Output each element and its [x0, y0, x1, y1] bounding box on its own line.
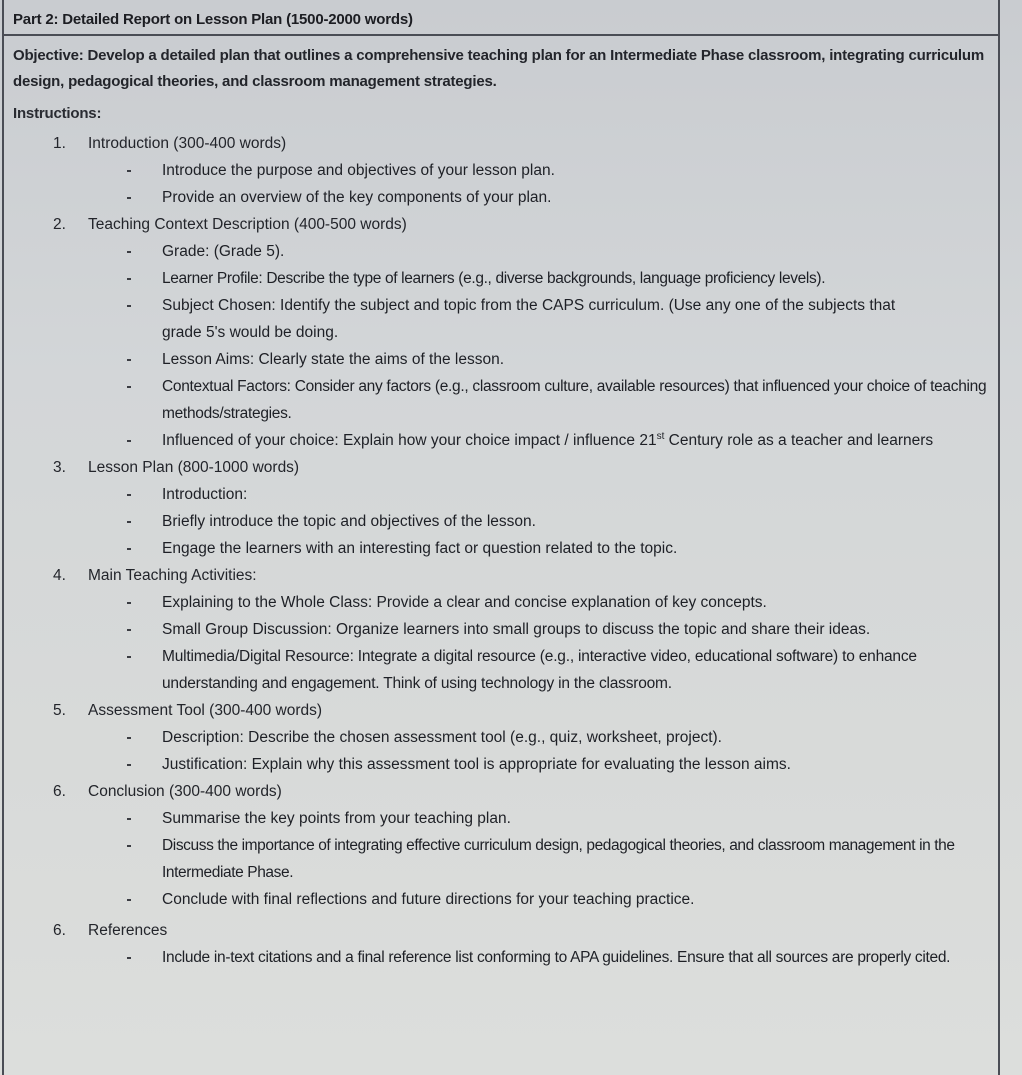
title-row — [4, 0, 998, 36]
section-teaching-context — [4, 211, 998, 454]
list-item-21st-century — [4, 427, 998, 454]
list-item — [4, 535, 998, 562]
item-text: Summarise the key points from your teaching plan. — [162, 810, 511, 827]
section-number: 5. — [53, 701, 66, 719]
section-title: Introduction (300-400 words) — [88, 134, 287, 152]
section-number: 4. — [53, 566, 66, 584]
section-heading — [4, 917, 998, 944]
superscript-st: st — [656, 430, 665, 442]
list-item — [4, 157, 998, 184]
item-text: Introduction: — [162, 486, 248, 503]
item-text: Briefly introduce the topic and objectives of the lesson. — [162, 513, 536, 530]
list-item — [4, 292, 998, 346]
section-heading — [4, 211, 998, 238]
list-item — [4, 944, 998, 971]
section-number: 3. — [53, 458, 66, 476]
section-items — [4, 238, 998, 454]
section-title: Teaching Context Description (400-500 words) — [88, 215, 407, 233]
section-title: Main Teaching Activities: — [88, 566, 257, 584]
section-title: Lesson Plan (800-1000 words) — [88, 458, 300, 476]
section-heading — [4, 130, 998, 157]
section-items — [4, 157, 998, 211]
section-introduction — [4, 130, 998, 211]
item-text: Grade: (Grade 5). — [162, 243, 285, 260]
section-heading — [4, 562, 998, 589]
section-main-teaching-activities — [4, 562, 998, 697]
item-text: Conclude with final reflections and future directions for your teaching practice. — [162, 891, 695, 908]
section-assessment-tool — [4, 697, 998, 778]
section-number: 1. — [53, 134, 66, 152]
item-text: Contextual Factors: Consider any factors (e.g., classroom culture, available resources) that influenced your choice of teaching methods/strategies. — [162, 378, 987, 422]
item-text: Small Group Discussion: Organize learners into small groups to discuss the topic and share their ideas. — [162, 621, 871, 638]
list-item — [4, 184, 998, 211]
item-text: Include in-text citations and a final reference list conforming to APA guidelines. Ensure that all sources are properly cited. — [162, 949, 951, 966]
dash-bullet-icon — [4, 616, 162, 643]
list-item — [4, 832, 998, 886]
item-text: Justification: Explain why this assessment tool is appropriate for evaluating the lesson aims. — [162, 756, 791, 773]
dash-bullet-icon — [4, 265, 162, 292]
dash-bullet-icon — [4, 751, 162, 778]
section-items — [4, 944, 998, 971]
dash-bullet-icon — [4, 724, 162, 751]
list-item — [4, 481, 998, 508]
dash-bullet-icon — [4, 184, 162, 211]
section-heading — [4, 454, 998, 481]
dash-bullet-icon — [4, 346, 162, 373]
dash-bullet-icon — [4, 832, 162, 886]
page-title: Part 2: Detailed Report on Lesson Plan (1500-2000 words) — [13, 10, 413, 28]
item-text-part: Influenced of your choice: Explain how your choice impact / influence 21 — [162, 432, 657, 449]
item-text: Subject Chosen: Identify the subject and topic from the CAPS curriculum. (Use any one of the subjects that grade 5's would be doing. — [162, 297, 896, 341]
section-items — [4, 481, 998, 562]
dash-bullet-icon — [4, 643, 162, 697]
section-title: Assessment Tool (300-400 words) — [88, 701, 323, 719]
section-title: Conclusion (300-400 words) — [88, 782, 282, 800]
section-references — [4, 917, 998, 971]
item-text: Lesson Aims: Clearly state the aims of the lesson. — [162, 351, 505, 368]
section-title: References — [88, 921, 168, 939]
item-text: Engage the learners with an interesting fact or question related to the topic. — [162, 540, 678, 557]
document-page — [2, 0, 1000, 1075]
dash-bullet-icon — [4, 238, 162, 265]
section-heading — [4, 697, 998, 724]
list-item — [4, 265, 998, 292]
section-items — [4, 589, 998, 697]
list-item — [4, 886, 998, 913]
item-text: Provide an overview of the key components of your plan. — [162, 189, 552, 206]
section-lesson-plan — [4, 454, 998, 562]
dash-bullet-icon — [4, 508, 162, 535]
list-item — [4, 805, 998, 832]
section-number: 6. — [53, 921, 66, 939]
item-text: Multimedia/Digital Resource: Integrate a digital resource (e.g., interactive video, educational software) to enhance understanding and engagement. Think of using technology in the classroom. — [162, 648, 917, 692]
item-text-part: Century role as a teacher and learners — [664, 432, 934, 449]
list-item — [4, 751, 998, 778]
section-items — [4, 805, 998, 913]
section-conclusion — [4, 778, 998, 913]
section-number: 2. — [53, 215, 66, 233]
dash-bullet-icon — [4, 805, 162, 832]
item-text — [162, 427, 982, 454]
list-item — [4, 643, 998, 697]
section-heading — [4, 778, 998, 805]
objective-text: Objective: Develop a detailed plan that outlines a comprehensive teaching plan for an Intermediate Phase classroom, integrating curriculum design, pedagogical theories, and classroom management strategies. — [13, 47, 984, 90]
dash-bullet-icon — [4, 373, 162, 427]
list-item — [4, 724, 998, 751]
dash-bullet-icon — [4, 589, 162, 616]
list-item — [4, 238, 998, 265]
section-items — [4, 724, 998, 778]
instructions-label: Instructions: — [13, 105, 102, 122]
list-item — [4, 346, 998, 373]
list-item — [4, 508, 998, 535]
instruction-sections — [4, 130, 998, 971]
dash-bullet-icon — [4, 481, 162, 508]
list-item — [4, 616, 998, 643]
dash-bullet-icon — [4, 535, 162, 562]
dash-bullet-icon — [4, 886, 162, 913]
item-text: Introduce the purpose and objectives of your lesson plan. — [162, 162, 555, 179]
item-text: Learner Profile: Describe the type of learners (e.g., diverse backgrounds, language proficiency levels). — [162, 270, 826, 287]
list-item — [4, 373, 998, 427]
item-text: Description: Describe the chosen assessment tool (e.g., quiz, worksheet, project). — [162, 729, 722, 746]
dash-bullet-icon — [4, 292, 162, 346]
dash-bullet-icon — [4, 157, 162, 184]
dash-bullet-icon — [4, 427, 162, 454]
list-item — [4, 589, 998, 616]
section-number: 6. — [53, 782, 66, 800]
dash-bullet-icon — [4, 944, 162, 971]
item-text: Explaining to the Whole Class: Provide a clear and concise explanation of key concepts. — [162, 594, 767, 611]
item-text: Discuss the importance of integrating effective curriculum design, pedagogical theories, and classroom management in the Intermediate Phase. — [162, 837, 955, 881]
